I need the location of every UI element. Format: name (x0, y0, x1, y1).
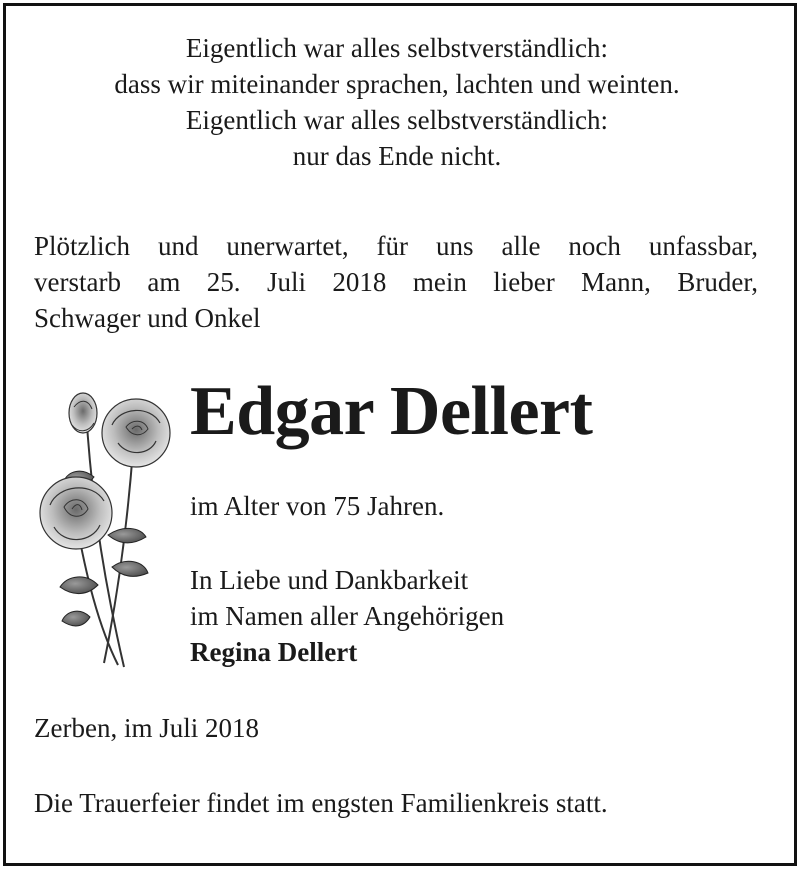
announcement-line: Plötzlich und unerwartet, für uns alle noch unfassbar, (34, 231, 758, 261)
announcement-line: verstarb am 25. Juli 2018 mein lieber Mann, Bruder, (34, 267, 758, 297)
age-text: im Alter von 75 Jahren. (190, 491, 445, 521)
closing-line: im Namen aller Angehörigen (190, 601, 505, 631)
poem (0, 30, 794, 174)
roses-icon (28, 385, 188, 675)
poem-line: nur das Ende nicht. (292, 141, 502, 171)
poem-line: Eigentlich war alles selbstverständlich: (185, 33, 609, 63)
funeral-note: Die Trauerfeier findet im engsten Familienkreis statt. (34, 788, 608, 818)
place-date: Zerben, im Juli 2018 (34, 713, 259, 743)
closing-line: In Liebe und Dankbarkeit (190, 565, 469, 595)
poem-line: dass wir miteinander sprachen, lachten und weinten. (114, 69, 680, 99)
deceased-name: Edgar Dellert (190, 373, 593, 450)
signatory-name: Regina Dellert (190, 637, 358, 667)
poem-line: Eigentlich war alles selbstverständlich: (185, 105, 609, 135)
announcement (34, 228, 758, 336)
closing-block (190, 562, 504, 670)
announcement-line: Schwager und Onkel (34, 303, 261, 333)
